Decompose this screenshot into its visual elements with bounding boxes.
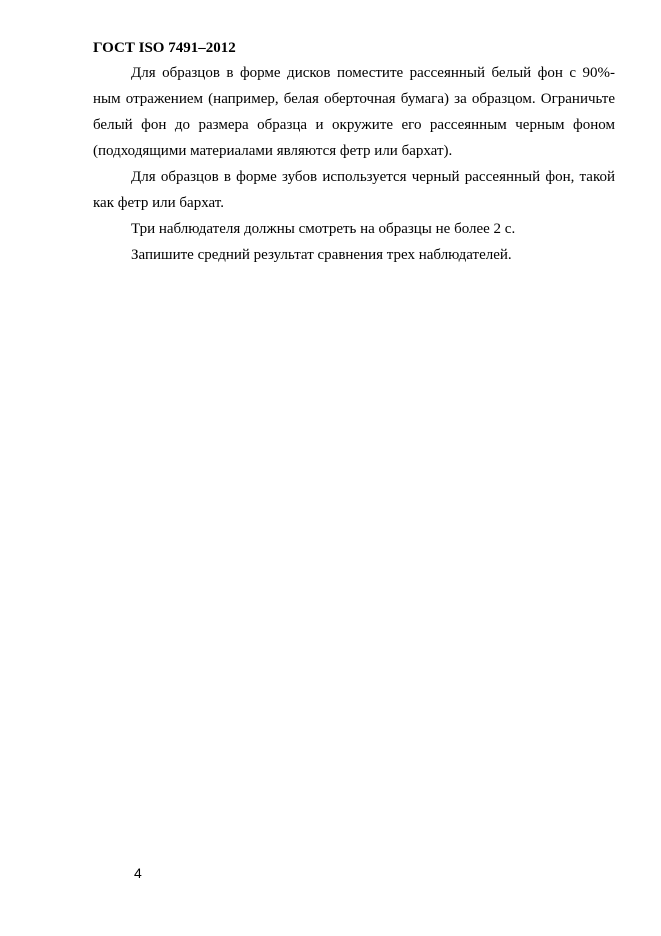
paragraph-observers: Три наблюдателя должны смотреть на образцы не более 2 с. [131, 221, 516, 237]
document-header-title: ГОСТ ISO 7491–2012 [93, 40, 236, 56]
paragraph-tooth-samples: Для образцов в форме зубов используется черный рассеянный фон, такой как фетр или бархат. [93, 169, 615, 211]
page-number: 4 [134, 865, 142, 881]
paragraph-disc-samples: Для образцов в форме дисков поместите рассеянный белый фон с 90%-ным отражением (например, белая оберточная бумага) за образцом. Ограничьте белый фон до размера образца и окружите его рассеянным черным фоном (подходящими материалами являются фетр или бархат). [93, 65, 615, 159]
document-body [93, 60, 615, 268]
paragraph-record-result: Запишите средний результат сравнения трех наблюдателей. [131, 247, 512, 263]
